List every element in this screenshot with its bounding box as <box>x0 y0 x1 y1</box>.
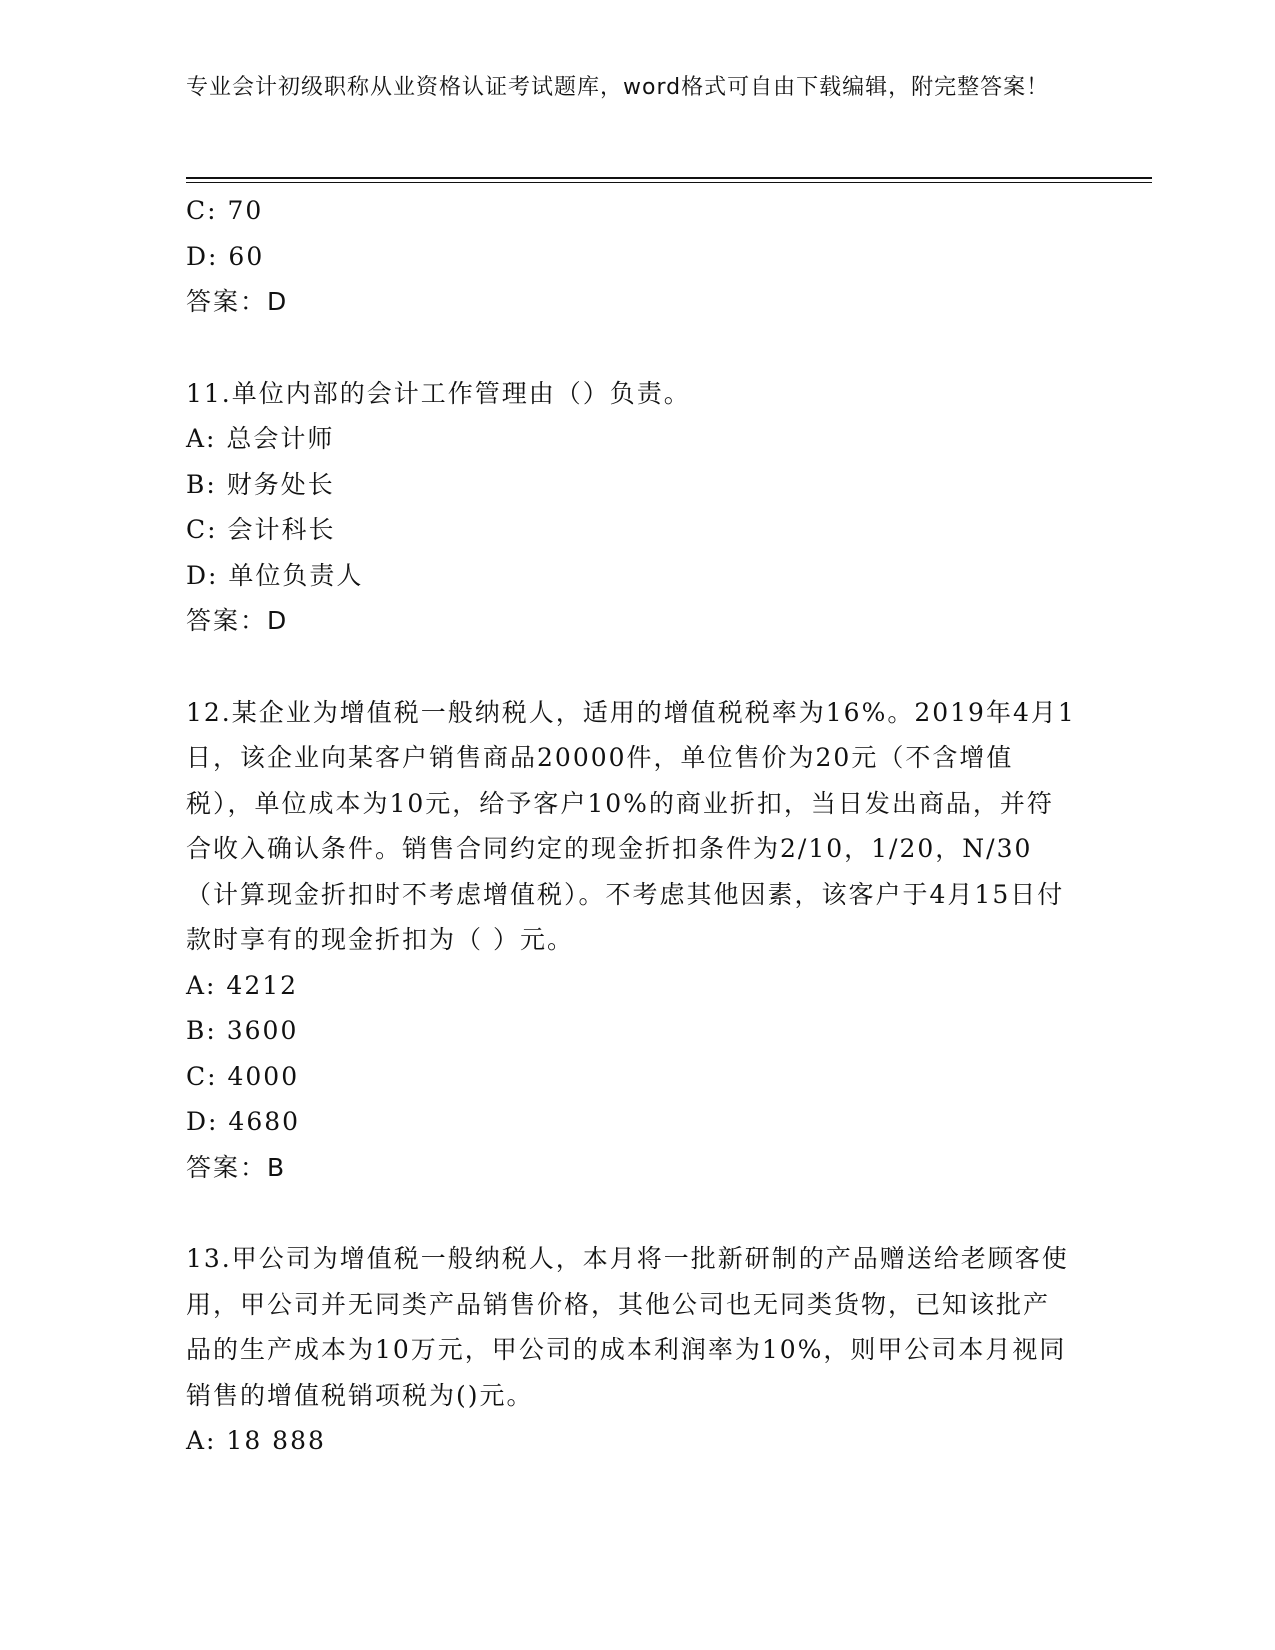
question-12: 12.某企业为增值税一般纳税人，适用的增值税税率为16%。2019年4月1日，该企业向某客户销售商品20000件，单位售价为20元（不含增值税），单位成本为10元，给予客户10%的商业折扣，当日发出商品，并符合收入确认条件。销售合同约定的现金折扣条件为2/10，1/20，N/30（计算现金折扣时不考虑增值税）。不考虑其他因素，该客户于4月15日付款时享有的现金折扣为（ ）元。 <box>186 697 1076 954</box>
option-a: A: 18 888 <box>186 1426 326 1455</box>
option-d: D: 4680 <box>186 1107 301 1136</box>
option-a: A: 总会计师 <box>186 424 335 453</box>
option-b: B: 3600 <box>186 1016 299 1045</box>
header-rule-thin <box>186 182 1152 183</box>
answer: 答案：D <box>186 287 289 316</box>
option-b: B: 财务处长 <box>186 469 335 499</box>
spacer <box>186 325 1076 371</box>
option-d: D: 60 <box>186 241 265 271</box>
option-c: C: 70 <box>186 196 264 225</box>
answer: 答案：D <box>186 606 289 635</box>
question-13: 13.甲公司为增值税一般纳税人，本月将一批新研制的产品赠送给老顾客使用，甲公司并无同类产品销售价格，其他公司也无同类货物，已知该批产品的生产成本为10万元，甲公司的成本利润率为10%，则甲公司本月视同销售的增值税销项税为()元。 <box>186 1244 1069 1410</box>
option-a: A: 4212 <box>186 970 299 1000</box>
spacer <box>186 644 1076 690</box>
option-c: C: 4000 <box>186 1061 300 1091</box>
option-c: C: 会计科长 <box>186 515 336 544</box>
page-header: 专业会计初级职称从业资格认证考试题库，word格式可自由下载编辑，附完整答案！ <box>186 75 1050 100</box>
option-d: D: 单位负责人 <box>186 560 364 590</box>
question-11: 11.单位内部的会计工作管理由（）负责。 <box>186 378 691 408</box>
header-rule-thick <box>186 177 1152 179</box>
answer: 答案：B <box>186 1152 287 1182</box>
spacer <box>186 1190 1076 1236</box>
question-list <box>186 188 1076 1464</box>
